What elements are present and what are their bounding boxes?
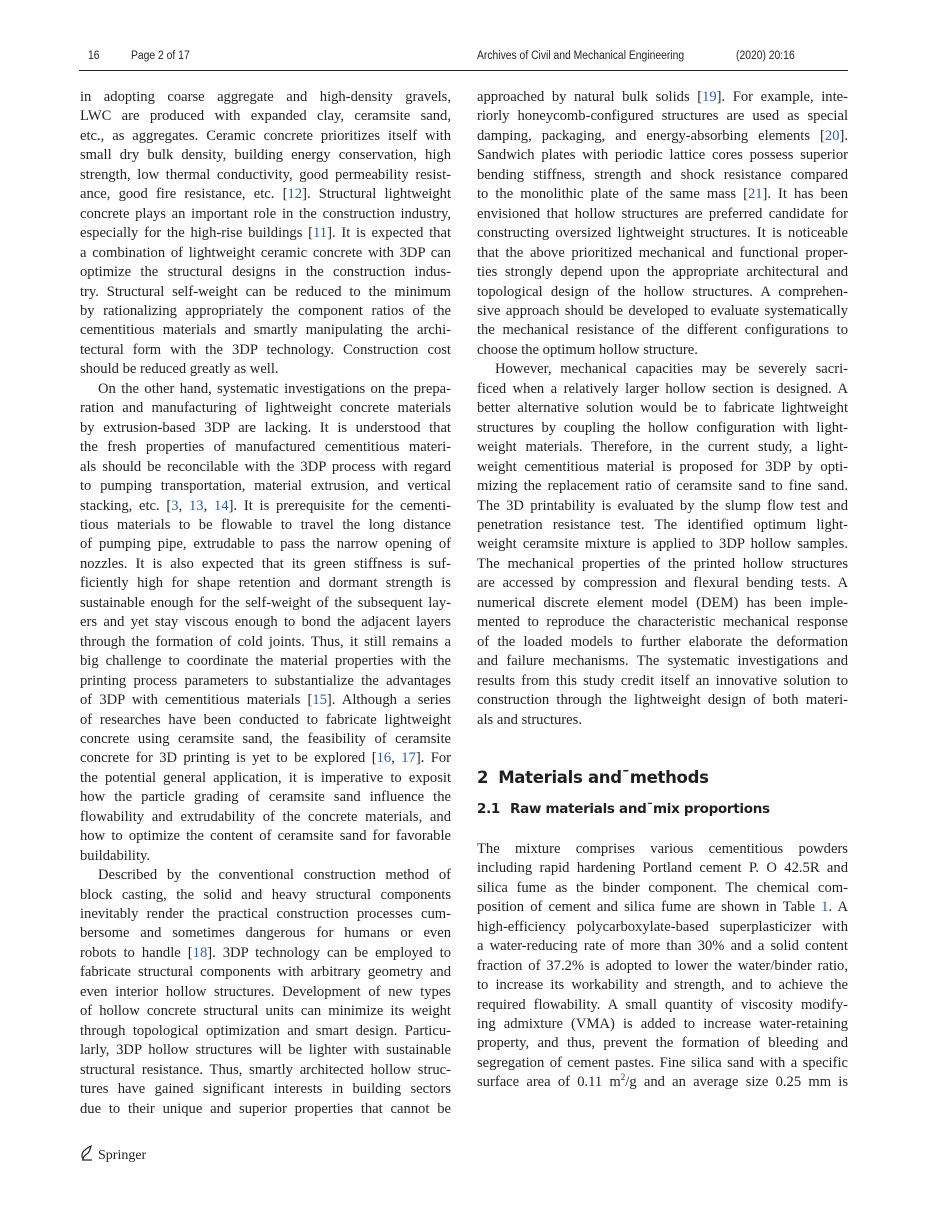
paragraph (477, 840, 848, 1093)
header-journal: Archives of Civil and Mechanical Engineering (477, 50, 685, 62)
text-line: property, and thus, prevent the formation of bleeding and (477, 1035, 848, 1052)
paragraph (80, 380, 451, 866)
text-line: approached by natural bulk solids [19]. For example, inte- (477, 89, 848, 105)
text-line: are accessed by compression and flexural bending tests. A (477, 575, 848, 592)
paragraph (477, 88, 848, 360)
text-line: flowability and extrudability of the concrete materials, and (80, 808, 451, 825)
left-column (80, 88, 451, 1119)
text-line: strength, low thermal conductivity, good permeability resist- (80, 166, 451, 183)
text-line: the fresh properties of manufactured cementitious materi- (80, 439, 451, 456)
right-column (477, 88, 848, 1093)
text-line: in adopting coarse aggregate and high-density gravels, (80, 89, 451, 105)
text-line: construction through the lightweight design of both materi- (477, 692, 848, 709)
text-line: surface area of 0.11 $m^2/g$ and an average size 0.25 mm is (477, 1072, 848, 1091)
text-line: inevitably render the practical construction processes cum- (80, 906, 451, 923)
text-line: numerical discrete element model (DEM) has been imple- (477, 594, 848, 611)
text-line: block casting, the solid and heavy structural components (80, 886, 451, 903)
text-line: results from this study credit itself an innovative solution to (477, 672, 848, 689)
text-line: silica fume as the binder component. The chemical com- (477, 879, 848, 896)
text-line: the mechanical resistance of the different configurations to (477, 322, 848, 339)
text-line: including rapid hardening Portland cement P. O 42.5R and (477, 860, 848, 877)
text-line: of researches have been conducted to fabricate lightweight (80, 711, 451, 728)
text-line: especially for the high-rise buildings [11]. It is expected that (80, 225, 451, 242)
text-line: to pumping transportation, material extrusion, and vertical (80, 478, 451, 495)
text-line: larly, 3DP hollow structures will be lighter with sustainable (80, 1042, 451, 1059)
text-line: structures by coupling the hollow configuration with light- (477, 419, 848, 436)
text-line: weight cementitious material is proposed for 3DP by opti- (477, 458, 848, 475)
text-line: weight materials. Therefore, in the current study, a light- (477, 439, 848, 456)
text-line: better alternative solution would be to fabricate lightweight (477, 400, 848, 417)
text-line: penetration resistance test. The identified optimum light- (477, 516, 848, 533)
text-line: The 3D printability is evaluated by the slump flow test and (477, 497, 848, 514)
text-line: concrete using ceramsite sand, the feasibility of ceramsite (80, 730, 451, 747)
section-title: Materials and¯methods (498, 767, 709, 787)
text-line: should be reduced greatly as well. (80, 361, 279, 378)
paragraph (80, 866, 451, 1119)
text-line: by extrusion-based 3DP are lacking. It is understood that (80, 419, 451, 436)
text-line: ers and yet stay viscous enough to bond the adjacent layers (80, 614, 451, 631)
text-line: structural resistance. Thus, smartly architected hollow struc- (80, 1061, 451, 1078)
text-line: topological design of the hollow structures. A comprehen- (477, 283, 848, 300)
paragraph (80, 88, 451, 380)
text-line: ing admixture (VMA) is added to increase water-retaining (477, 1016, 848, 1033)
text-line: bending stiffness, strength and shock resistance compared (477, 166, 848, 183)
text-line: fraction of 37.2% is adopted to lower the water/binder ratio, (477, 957, 848, 974)
text-line: als and structures. (477, 711, 582, 728)
text-line: to increase its workability and strength, and to achieve the (477, 977, 848, 994)
text-line: of hollow concrete structural units can minimize its weight (80, 1003, 451, 1020)
text-line: through topological optimization and smart design. Particu- (80, 1022, 451, 1039)
text-line: how to optimize the content of ceramsite sand for favorable (80, 828, 451, 845)
text-line: optimize the structural designs in the construction indus- (80, 264, 451, 281)
text-line: weight ceramsite mixture is applied to 3DP hollow samples. (477, 536, 848, 553)
text-line: tectural form with the 3DP technology. Construction cost (80, 341, 451, 358)
paragraph (477, 360, 848, 730)
text-line: sustainable enough for the self-weight of the subsequent lay- (80, 594, 451, 611)
publisher-name: Springer (98, 1147, 147, 1163)
text-line: The mechanical properties of the printed hollow structures (477, 555, 848, 572)
text-line: stacking, etc. [3, 13, 14]. It is prerequisite for the cementi- (80, 497, 452, 514)
text-line: concrete for 3D printing is yet to be explored [16, 17]. For (80, 750, 451, 767)
text-line: due to their unique and superior properties that cannot be (80, 1100, 451, 1117)
text-line: riorly honeycomb-configured structures are used as special (477, 108, 848, 125)
subsection-number: 2.1 (477, 800, 501, 817)
text-line: mizing the replacement ratio of ceramsite sand to fine sand. (477, 478, 848, 495)
subsection-heading (477, 800, 848, 840)
section-number: 2 (477, 767, 489, 787)
text-line: buildability. (80, 847, 150, 864)
text-line: position of cement and silica fume are shown in Table 1. A (477, 899, 849, 916)
text-line: small dry bulk density, building energy conservation, high (80, 147, 451, 164)
text-line: The mixture comprises various cementitious powders (477, 840, 848, 857)
text-line: bersome and sometimes dangerous for humans or even (80, 925, 451, 942)
text-line: ficiently high for shape retention and dormant strength is (80, 575, 451, 592)
text-line: printing process parameters to substantialize the advantages (80, 672, 451, 689)
text-line: On the other hand, systematic investigations on the prepa- (98, 380, 451, 397)
text-line: etc., as aggregates. Ceramic concrete prioritizes itself with (80, 127, 451, 144)
springer-logo-icon (80, 1145, 94, 1166)
text-line: by rationalizing appropriately the component ratios of the (80, 302, 451, 319)
text-line: ties strongly depend upon the appropriate architectural and (477, 264, 848, 281)
text-line: of pumping pipe, extrudable to pass the narrow opening of (80, 536, 451, 553)
text-line: try. Structural self-weight can be reduced to the minimum (80, 283, 451, 300)
text-line: to the monolithic plate of the same mass [21]. It has been (477, 186, 849, 203)
text-line: mented to reproduce the characteristic mechanical response (477, 614, 848, 631)
text-line: of the loaded models to further elaborate the deformation (477, 633, 848, 650)
text-line: tures have gained significant interests in building sectors (80, 1081, 451, 1098)
text-line: how the particle grading of ceramsite sand influence the (80, 789, 451, 806)
section-heading (477, 768, 848, 800)
text-line: the potential general application, it is imperative to exposit (80, 769, 451, 786)
header-page-number: 16 (88, 50, 100, 62)
text-line: required flowability. A small quantity of viscosity modify- (477, 996, 848, 1013)
text-line: However, mechanical capacities may be severely sacri- (495, 361, 848, 378)
text-line: that the above prioritized mechanical and functional proper- (477, 244, 848, 261)
text-line: and failure mechanisms. The systematic investigations and (477, 653, 848, 670)
text-line: LWC are produced with expanded clay, ceramsite sand, (80, 108, 451, 125)
text-line: sive approach should be developed to evaluate systematically (477, 302, 848, 319)
text-line: damping, packaging, and energy-absorbing elements [20]. (477, 127, 848, 144)
subsection-title: Raw materials and¯mix proportions (510, 800, 770, 817)
text-line: robots to handle [18]. 3DP technology can be employed to (80, 944, 451, 961)
text-line: concrete plays an important role in the construction industry, (80, 205, 451, 222)
text-line: cementitious materials and smartly manipulating the archi- (80, 322, 451, 339)
text-line: ration and manufacturing of lightweight concrete materials (80, 400, 451, 417)
text-line: ance, good fire resistance, etc. [12]. Structural lightweight (80, 186, 451, 203)
text-line: tious materials to be flowable to travel the long distance (80, 516, 451, 533)
text-line: a water-reducing rate of more than 30% and a solid content (477, 938, 848, 955)
text-line: choose the optimum hollow structure. (477, 341, 698, 358)
text-line: a combination of lightweight ceramic concrete with 3DP can (80, 244, 451, 261)
text-line: Sandwich plates with periodic lattice cores possess superior (477, 147, 848, 164)
text-line: fabricate structural components with arbitrary geometry and (80, 964, 451, 981)
text-line: nozzles. It is also expected that its green stiffness is suf- (80, 555, 451, 572)
text-line: als should be reconcilable with the 3DP process with regard (80, 458, 451, 475)
text-line: segregation of cement pastes. Fine silica sand with a specific (477, 1054, 848, 1071)
header-citation: (2020) 20:16 (736, 50, 795, 62)
header-rule (79, 70, 848, 71)
header-page-of: Page 2 of 17 (131, 50, 190, 62)
text-line: envisioned that hollow structures are preferred candidate for (477, 205, 848, 222)
footer-publisher (80, 1145, 146, 1166)
text-line: of 3DP with cementitious materials [15]. Although a series (80, 692, 451, 709)
text-line: ficed when a relatively larger hollow section is designed. A (477, 380, 848, 397)
text-line: Described by the conventional construction method of (98, 867, 451, 884)
text-line: constructing oversized lightweight structures. It is noticeable (477, 225, 848, 242)
text-line: high-efficiency polycarboxylate-based superplasticizer with (477, 918, 848, 935)
text-line: through the formation of cold joints. Thus, it still remains a (80, 633, 451, 650)
text-line: big challenge to coordinate the material properties with the (80, 653, 451, 670)
text-line: even interior hollow structures. Development of new types (80, 983, 451, 1000)
